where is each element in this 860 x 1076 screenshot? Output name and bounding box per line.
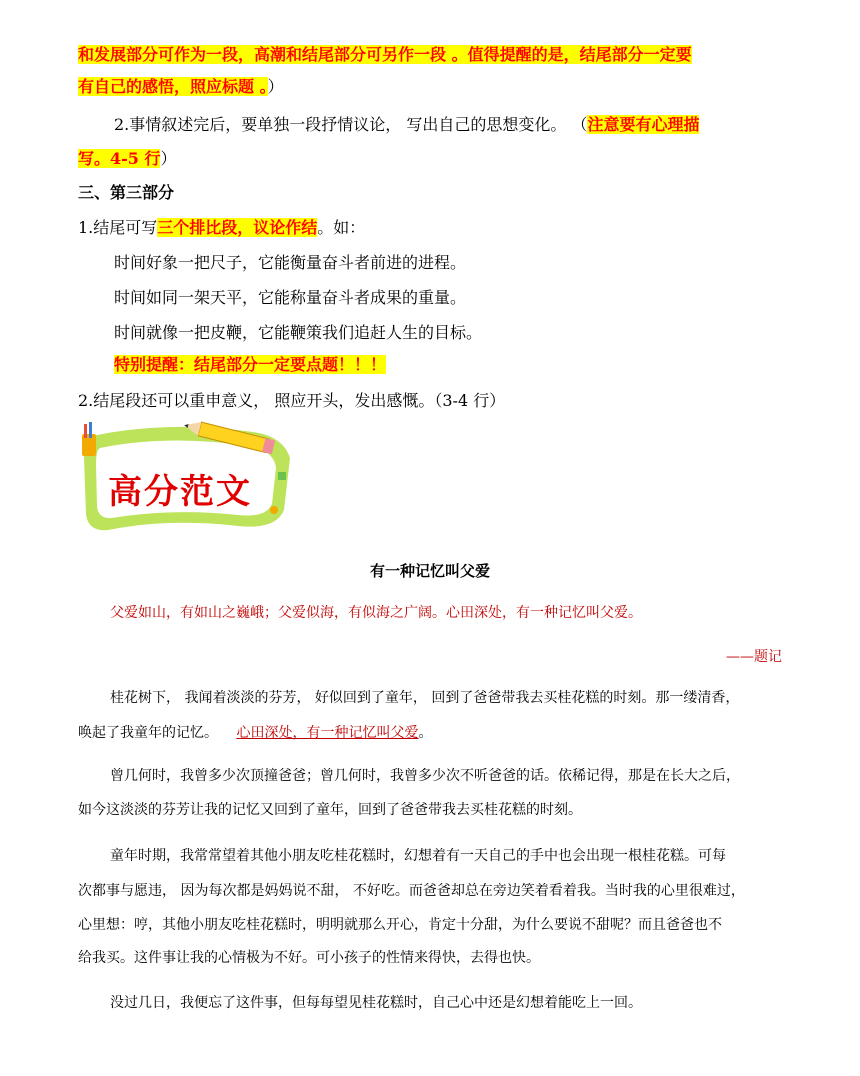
essay-p2-line1: 曾几何时，我曾多少次顶撞爸爸；曾几何时，我曾多少次不听爸爸的话。依稀记得，那是在长大之后， <box>110 768 740 784</box>
high-score-banner <box>78 418 298 534</box>
essay-p1-line1: 桂花树下， 我闻着淡淡的芬芳， 好似回到了童年， 回到了爸爸带我去买桂花糕的时刻。那一缕清香， <box>110 690 740 706</box>
essay-p2-line2: 如今这淡淡的芬芳让我的记忆又回到了童年，回到了爸爸带我去买桂花糕的时刻。 <box>78 802 582 818</box>
example-line-3: 时间就像一把皮鞭，它能鞭策我们追赶人生的目标。 <box>114 323 483 342</box>
part3-heading: 三、第三部分 <box>78 183 175 202</box>
essay-p3-line3: 心里想：哼，其他小朋友吃桂花糕时，明明就那么开心，肯定十分甜，为什么要说不甜呢？而且爸爸也不 <box>78 917 722 933</box>
part3-point1-pre: 1.结尾可写 <box>78 218 158 237</box>
part2-point2-highlight-b: 写。4-5 行 <box>78 149 161 168</box>
part2-line1-highlight: 和发展部分可作为一段，高潮和结尾部分可另作一段 。值得提醒的是，结尾部分一定要 <box>78 45 692 64</box>
essay-p1-line2-text: 唤起了我童年的记忆。 <box>78 725 218 741</box>
special-reminder-text: 特别提醒：结尾部分一定要点题！！！ <box>114 355 387 374</box>
essay-p3-line4: 给我买。这件事让我的心情极为不好。可小孩子的性情来得快，去得也快。 <box>78 950 540 966</box>
part3-point1-post: 。如： <box>317 218 366 237</box>
essay-p1-line2 <box>78 722 432 742</box>
part2-point2-cont <box>78 146 177 169</box>
essay-p3-line1: 童年时期，我常常望着其他小朋友吃桂花糕时，幻想着有一天自己的手中也会出现一根桂花糕。可每 <box>110 848 726 864</box>
essay-epigraph: 父爱如山，有如山之巍峨；父爱似海，有似海之广阔。心田深处，有一种记忆叫父爱。 <box>110 605 642 621</box>
part3-point1-highlight: 三个排比段，议论作结 <box>157 218 318 237</box>
part3-point1 <box>78 215 365 238</box>
epigraph-source: ——题记 <box>726 649 782 665</box>
part2-line1 <box>78 42 692 65</box>
essay-p1-highlight: 心田深处，有一种记忆叫父爱 <box>236 725 419 741</box>
part2-point2 <box>114 112 699 135</box>
example-line-1: 时间好象一把尺子，它能衡量奋斗者前进的进程。 <box>114 253 467 272</box>
part2-line2-end: ） <box>267 77 284 96</box>
essay-title: 有一种记忆叫父爱 <box>369 562 490 580</box>
part2-line2 <box>78 74 284 97</box>
essay-p1-line2-end: 。 <box>418 725 433 741</box>
part3-point2: 2.结尾段还可以重申意义， 照应开头，发出感慨。（3-4 行） <box>78 391 506 410</box>
essay-p4-line1: 没过几日，我便忘了这件事，但每每望见桂花糕时，自己心中还是幻想着能吃上一回。 <box>110 995 642 1011</box>
part2-point2-text: 2.事情叙述完后，要单独一段抒情议论， 写出自己的思想变化。 （ <box>114 115 588 134</box>
part2-point2-highlight-a: 注意要有心理描 <box>587 115 700 134</box>
special-reminder <box>114 352 386 375</box>
example-line-2: 时间如同一架天平，它能称量奋斗者成果的重量。 <box>114 288 467 307</box>
part2-line2-highlight: 有自己的感悟，照应标题 。 <box>78 77 268 96</box>
essay-p3-line2: 次都事与愿违， 因为每次都是妈妈说不甜， 不好吃。而爸爸却总在旁边笑着看着我。当时我的心里很难过， <box>78 883 745 899</box>
banner-title: 高分范文 <box>108 472 252 512</box>
part2-point2-end: ） <box>160 149 177 168</box>
